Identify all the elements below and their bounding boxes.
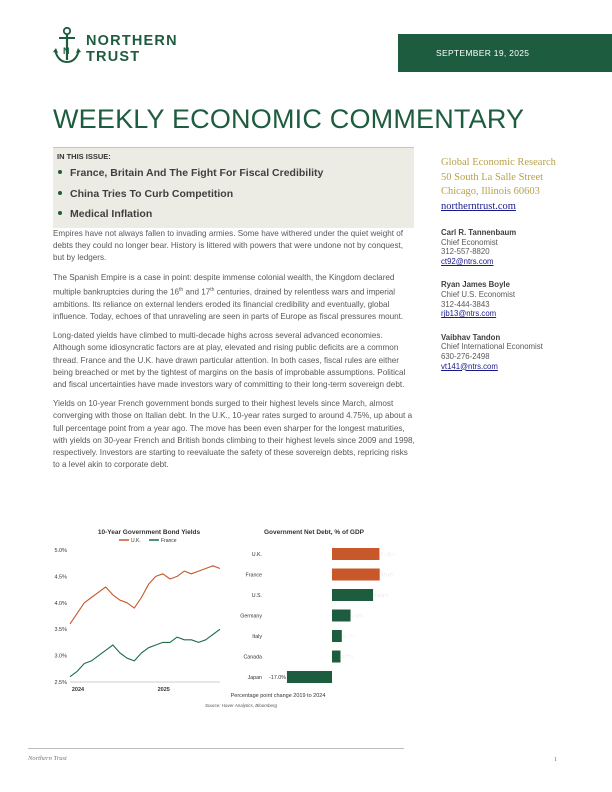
category-label: Japan bbox=[247, 675, 262, 681]
contact-title: Chief U.S. Economist bbox=[441, 289, 516, 299]
issue-item: France, Britain And The Fight For Fiscal Credibility bbox=[56, 167, 323, 188]
contact-title: Chief International Economist bbox=[441, 342, 543, 352]
x-tick-label: 2025 bbox=[157, 687, 170, 693]
bar bbox=[287, 671, 332, 683]
footer-divider bbox=[28, 748, 404, 749]
bar-chart-xlabel: Percentage point change 2019 to 2024 bbox=[230, 693, 326, 699]
contact-email-link[interactable]: rjb13@ntrs.com bbox=[441, 309, 497, 319]
category-label: France bbox=[245, 572, 262, 579]
bullet-icon bbox=[58, 170, 62, 174]
paragraph: Empires have not always fallen to invading armies. Some have withered under the quiet weight of debts they could no longer bear. History is littered with powers that were undone not by conquest, but by ledgers. bbox=[53, 229, 404, 263]
y-tick-label: 4.0% bbox=[54, 600, 67, 607]
svg-text:N: N bbox=[63, 46, 70, 56]
bar bbox=[332, 548, 379, 560]
bullet-icon bbox=[58, 211, 62, 215]
contact-card bbox=[441, 333, 611, 371]
contact-email-link[interactable]: ct92@ntrs.com bbox=[441, 256, 494, 266]
data-label: 17.9% bbox=[380, 552, 396, 558]
y-tick-label: 3.0% bbox=[54, 653, 67, 660]
x-tick-label: 2024 bbox=[71, 687, 85, 693]
in-this-issue-box bbox=[53, 147, 414, 228]
contact-email-link[interactable]: vt141@ntrs.com bbox=[441, 361, 498, 371]
article-body bbox=[53, 228, 415, 478]
issue-item: Medical Inflation bbox=[56, 208, 323, 229]
line-chart-title: 10-Year Government Bond Yields bbox=[97, 529, 201, 536]
chart-source: Source: Haver Analytics, Bloomberg bbox=[204, 703, 278, 708]
paragraph: Long-dated yields have climbed to multi-decade highs across several advanced economies. Although some idiosyncratic factors are at play, elevated and rising public deficits are a common thread. France and the U.K. have drawn particular attention. In both cases, fiscal rules are either being breached or met by the tightest of margins on the basis of improbable assumptions. Political and fiscal uncertainties have made investors wary of committing to their long-term sovereign debt. bbox=[53, 331, 406, 389]
legend-label: France bbox=[161, 538, 177, 544]
data-label: 3.2% bbox=[341, 654, 354, 661]
research-block bbox=[441, 156, 611, 214]
page-number: 1 bbox=[554, 756, 558, 763]
brand-line2: TRUST bbox=[86, 49, 141, 65]
issue-label: IN THIS ISSUE: bbox=[57, 152, 111, 161]
page-title: WEEKLY ECONOMIC COMMENTARY bbox=[53, 104, 525, 134]
sidebar bbox=[441, 156, 611, 371]
category-label: U.S. bbox=[251, 593, 262, 599]
bar bbox=[332, 630, 342, 642]
address-line: 50 South La Salle Street bbox=[441, 171, 544, 183]
date-banner: SEPTEMBER 19, 2025 bbox=[398, 34, 612, 72]
series-line-uk bbox=[70, 566, 220, 624]
legend-label: U.K. bbox=[131, 538, 141, 544]
y-tick-label: 5.0% bbox=[54, 548, 67, 554]
y-tick-label: 4.5% bbox=[54, 574, 67, 581]
category-label: Italy bbox=[252, 634, 262, 640]
issue-list bbox=[56, 167, 323, 229]
contact-name: Vaibhav Tandon bbox=[441, 332, 501, 342]
bar bbox=[332, 651, 340, 663]
address-line: Chicago, Illinois 60603 bbox=[441, 186, 540, 197]
contact-phone: 312-444-3843 bbox=[441, 299, 490, 309]
data-label: -17.0% bbox=[269, 675, 286, 681]
bullet-icon bbox=[58, 191, 62, 195]
bar bbox=[332, 610, 351, 622]
brand-line1: NORTHERN bbox=[86, 33, 178, 49]
contact-phone: 312-557-8820 bbox=[441, 247, 490, 257]
anchor-icon bbox=[52, 26, 82, 66]
website-link[interactable]: northerntrust.com bbox=[441, 200, 516, 212]
charts-figure bbox=[53, 522, 396, 712]
bar bbox=[332, 589, 373, 601]
footer-company: Northern Trust bbox=[28, 755, 67, 762]
y-tick-label: 3.5% bbox=[54, 627, 67, 634]
contact-card bbox=[441, 228, 611, 266]
contact-name: Carl R. Tannenbaum bbox=[441, 228, 517, 237]
data-label: 7.0% bbox=[351, 613, 364, 620]
category-label: Germany bbox=[240, 613, 262, 620]
contact-name: Ryan James Boyle bbox=[441, 280, 510, 290]
bar-chart bbox=[240, 548, 396, 683]
contact-phone: 630-276-2498 bbox=[441, 351, 490, 361]
paragraph: Yields on 10-year French government bonds surged to their highest levels since March, almost converging with those on Italian debt. In the U.K., 10-year rates surged to around 4.75%, up about a full percentage point from a year ago. The move has been even sharper for the longest maturities, with yields on 30-year French and British bonds climbing to their highest levels since 2009 and 1998, respectively. Investors are starting to reevaluate the safety of these sovereign debts, repricing risks to a level akin to corporate debt. bbox=[53, 399, 415, 470]
bar-chart-title: Government Net Debt, % of GDP bbox=[263, 529, 365, 536]
contact-title: Chief Economist bbox=[441, 237, 498, 247]
northern-trust-logo bbox=[52, 26, 192, 70]
paragraph-spain: The Spanish Empire is a case in point: despite immense colonial wealth, the Kingdom declared multiple bankruptcies during the 16th and 17th centuries, drained by relentless wars and imperial ambitions. Its reliance on external lenders eroded its financial credibility and eventually, global influence. Today, echoes of that unraveling are seen in parts of Europe as fiscal pressures mount. bbox=[53, 272, 404, 321]
category-label: Canada bbox=[243, 654, 262, 661]
line-chart bbox=[54, 538, 220, 693]
data-label: 18.0% bbox=[380, 572, 396, 579]
bar bbox=[332, 569, 380, 581]
y-tick-label: 2.5% bbox=[54, 680, 67, 686]
data-label: 3.7% bbox=[342, 634, 355, 640]
issue-item: China Tries To Curb Competition bbox=[56, 188, 323, 209]
data-label: 15.5% bbox=[374, 593, 390, 599]
org-name: Global Economic Research bbox=[441, 157, 556, 168]
series-line-france bbox=[70, 629, 220, 677]
contact-card bbox=[441, 280, 611, 318]
category-label: U.K. bbox=[251, 552, 262, 558]
